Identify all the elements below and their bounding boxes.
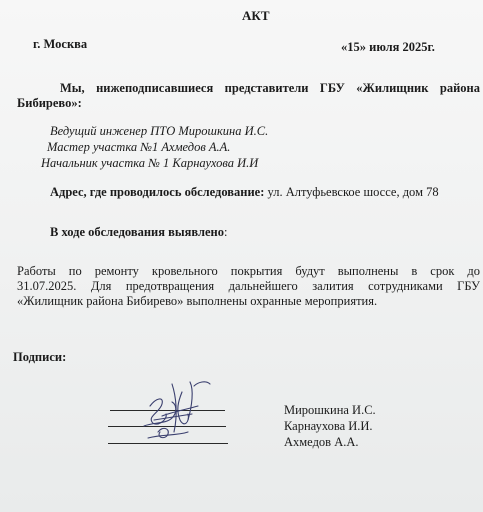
- findings-line-3: «Жилищник района Бибирево» выполнены охранные мероприятия.: [17, 294, 378, 308]
- document-title: АКТ: [242, 8, 270, 23]
- address-value: ул. Алтуфьевское шоссе, дом 78: [267, 185, 439, 199]
- intro-line-1: Мы, нижеподписавшиеся представители ГБУ «Жилищник района: [60, 81, 480, 95]
- findings-line-2: 31.07.2025. Для предотвращения дальнейшего залития сотрудниками ГБУ: [17, 279, 480, 293]
- member-item: Начальник участка № 1 Карнаухова И.И: [41, 156, 259, 170]
- findings-heading: [50, 225, 227, 239]
- signatory-name: Ахмедов А.А.: [284, 435, 359, 449]
- address-line: [50, 185, 439, 199]
- document-city: г. Москва: [33, 37, 88, 51]
- signatory-name: Карнаухова И.И.: [284, 419, 373, 433]
- address-label: Адрес, где проводилось обследование:: [50, 185, 265, 199]
- document-date: «15» июля 2025г.: [341, 40, 435, 54]
- signatory-name: Мирошкина И.С.: [284, 403, 376, 417]
- intro-line-2: Бибирево»:: [17, 96, 82, 110]
- findings-label: В ходе обследования выявлено: [50, 225, 224, 239]
- handwritten-signature-image: [132, 376, 222, 446]
- intro-paragraph: [60, 81, 480, 96]
- findings-line-1: Работы по ремонту кровельного покрытия будут выполнены в срок до: [17, 264, 480, 278]
- findings-colon: :: [224, 225, 228, 239]
- findings-paragraph: [17, 264, 480, 309]
- member-item: Ведущий инженер ПТО Мирошкина И.С.: [50, 124, 269, 138]
- member-item: Мастер участка №1 Ахмедов А.А.: [47, 140, 231, 154]
- signatures-label: Подписи:: [13, 350, 67, 364]
